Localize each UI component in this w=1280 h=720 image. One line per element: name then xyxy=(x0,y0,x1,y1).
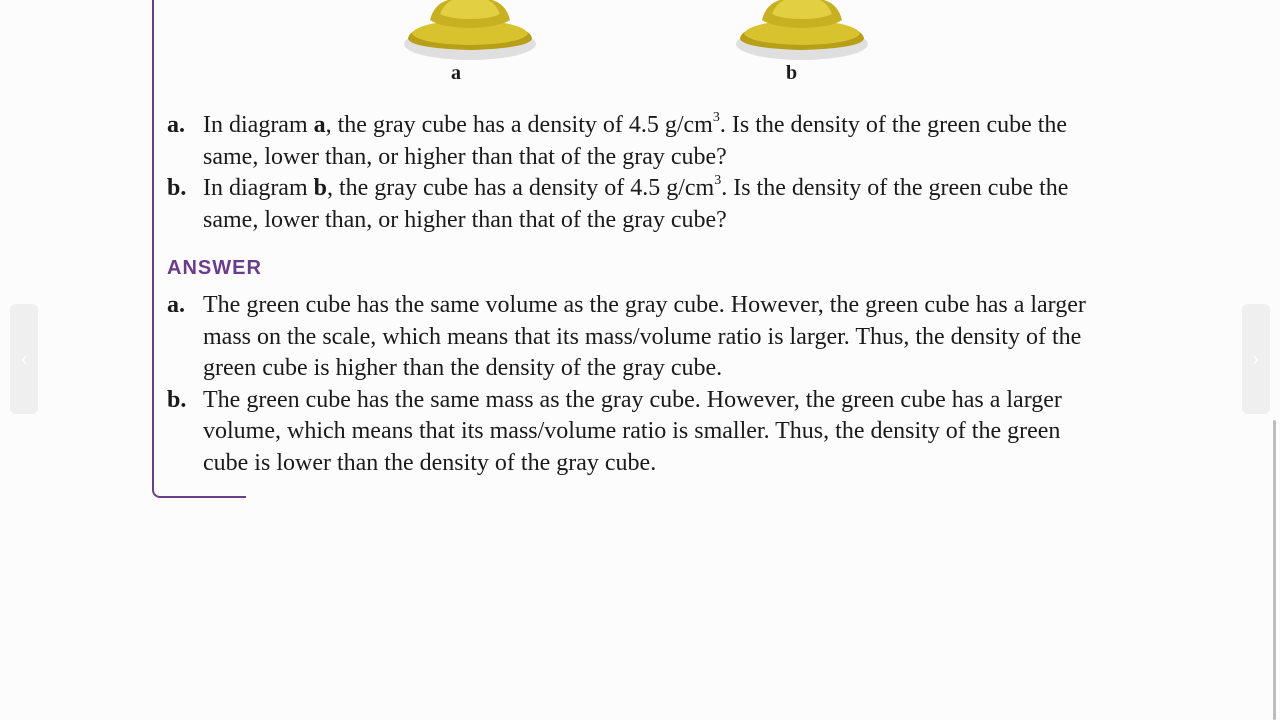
diagram-label-a: a xyxy=(451,62,461,84)
chevron-left-icon: ‹ xyxy=(20,347,28,371)
answer-marker: b. xyxy=(167,386,187,413)
question-marker: b. xyxy=(167,175,187,201)
question-text-post: . Is the density of the green cube the same, lower than, or higher than that of the gray cube? xyxy=(203,112,1068,170)
question-diagram-ref: a xyxy=(313,112,326,138)
chevron-right-icon: › xyxy=(1252,347,1260,371)
unit-exponent: 3 xyxy=(714,173,722,188)
question-list xyxy=(167,110,1107,236)
answer-text: The green cube has the same mass as the gray cube. However, the green cube has a larger volume, which means that its mass/volume ratio is smaller. Thus, the density of the green cube is lower than the density of the gray cube. xyxy=(203,386,1062,476)
balance-scale-b-base xyxy=(732,0,872,62)
question-text-pre: In diagram xyxy=(203,175,314,201)
answer-heading: ANSWER xyxy=(167,257,262,279)
balance-scale-a-base xyxy=(400,0,540,62)
scrollbar-thumb[interactable] xyxy=(1273,420,1276,720)
question-item-b xyxy=(167,173,1107,236)
question-text-pre: In diagram xyxy=(203,112,314,138)
question-text-mid: , the gray cube has a density of 4.5 g/cm xyxy=(326,175,715,201)
answer-item-a xyxy=(167,290,1107,385)
question-diagram-ref: b xyxy=(313,175,327,201)
question-item-a xyxy=(167,110,1107,173)
diagram-label-b: b xyxy=(786,62,798,84)
next-page-button[interactable] xyxy=(1242,304,1270,414)
section-frame-tail xyxy=(160,496,246,498)
question-marker: a. xyxy=(167,112,185,138)
answer-item-b xyxy=(167,385,1107,480)
answer-text: The green cube has the same volume as the gray cube. However, the green cube has a larger mass on the scale, which means that its mass/volume ratio is larger. Thus, the density of the green cube is higher than the density of the gray cube. xyxy=(203,292,1086,381)
section-frame-border xyxy=(152,0,162,498)
question-text-post: . Is the density of the green cube the same, lower than, or higher than that of the gray cube? xyxy=(203,175,1069,233)
question-text-mid: , the gray cube has a density of 4.5 g/cm xyxy=(325,112,713,138)
answer-list xyxy=(167,290,1107,479)
previous-page-button[interactable] xyxy=(10,304,38,414)
answer-marker: a. xyxy=(167,292,185,318)
unit-exponent: 3 xyxy=(712,110,720,125)
